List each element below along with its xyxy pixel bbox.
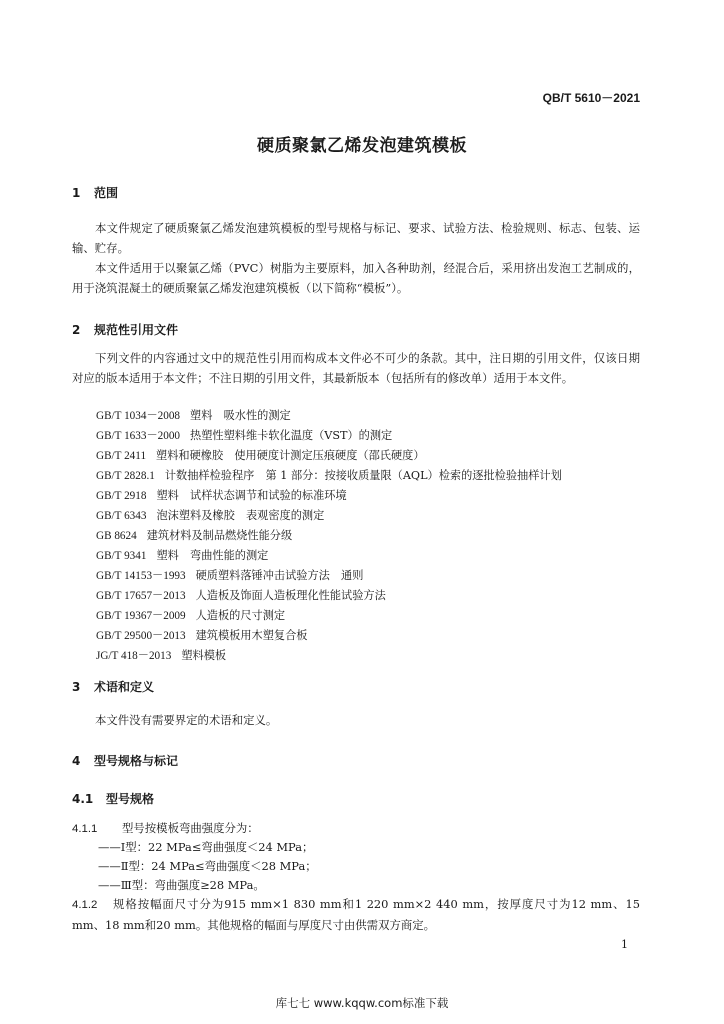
reference-code: GB/T 1633－2000 — [96, 430, 181, 442]
reference-title: 热塑性塑料维卡软化温度（VST）的测定 — [190, 429, 393, 442]
reference-item — [96, 506, 562, 526]
section-number: 1 — [72, 186, 81, 200]
reference-code: GB/T 17657－2013 — [96, 590, 186, 602]
reference-title: 硬质塑料落锤冲击试验方法 通则 — [195, 569, 364, 582]
section-title: 型号规格与标记 — [94, 754, 179, 768]
standard-code: QB/T 5610－2021 — [542, 91, 640, 105]
reference-code: GB/T 2411 — [96, 450, 147, 462]
reference-code: JG/T 418－2013 — [96, 650, 172, 662]
document-title: 硬质聚氯乙烯发泡建筑模板 — [257, 136, 467, 156]
reference-item — [96, 646, 562, 666]
reference-code: GB/T 9341 — [96, 550, 147, 562]
type-list-item: ——Ⅱ型：24 MPa≤弯曲强度＜28 MPa； — [98, 859, 317, 873]
reference-list — [96, 406, 562, 666]
reference-code: GB/T 14153－1993 — [96, 570, 186, 582]
scope-paragraph-1: 本文件规定了硬质聚氯乙烯发泡建筑模板的型号规格与标记、要求、试验方法、检验规则、标志、包装、运输、贮存。 — [72, 221, 640, 255]
reference-code: GB/T 19367－2009 — [96, 610, 186, 622]
clause-4-1-2 — [72, 894, 640, 935]
clause-4-1-1 — [72, 818, 259, 839]
reference-item — [96, 586, 562, 606]
reference-title: 泡沫塑料及橡胶 表观密度的测定 — [156, 509, 325, 522]
section-4-heading — [72, 752, 178, 769]
section-number: 2 — [72, 323, 81, 337]
reference-item — [96, 446, 562, 466]
reference-code: GB/T 2828.1 — [96, 470, 155, 482]
clause-number: 4.1.2 — [72, 899, 98, 911]
clause-number: 4.1.1 — [72, 823, 98, 835]
section-number: 4 — [72, 754, 81, 768]
terms-paragraph: 本文件没有需要界定的术语和定义。 — [95, 713, 278, 727]
section-title: 型号规格 — [106, 792, 155, 806]
section-1-heading — [72, 184, 118, 201]
section-title: 规范性引用文件 — [94, 323, 179, 337]
reference-item — [96, 406, 562, 426]
reference-title: 建筑材料及制品燃烧性能分级 — [146, 529, 293, 542]
section-number: 3 — [72, 680, 81, 694]
reference-title: 塑料和硬橡胶 使用硬度计测定压痕硬度（邵氏硬度） — [156, 449, 425, 462]
reference-title: 人造板的尺寸测定 — [195, 609, 286, 622]
reference-title: 计数抽样检验程序 第 1 部分：按接收质量限（AQL）检索的逐批检验抽样计划 — [164, 469, 562, 482]
section-2-heading — [72, 321, 178, 338]
type-list-item: ——Ⅲ型：弯曲强度≥28 MPa。 — [98, 878, 265, 892]
reference-item — [96, 546, 562, 566]
reference-title: 塑料 弯曲性能的测定 — [156, 549, 269, 562]
type-list-item: ——Ⅰ型：22 MPa≤弯曲强度＜24 MPa； — [98, 840, 314, 854]
reference-item — [96, 526, 562, 546]
reference-code: GB/T 6343 — [96, 510, 147, 522]
section-title: 术语和定义 — [94, 680, 155, 694]
reference-title: 塑料 试样状态调节和试验的标准环境 — [156, 489, 347, 502]
reference-item — [96, 486, 562, 506]
reference-title: 塑料 吸水性的测定 — [190, 409, 291, 422]
reference-item — [96, 426, 562, 446]
reference-code: GB/T 1034－2008 — [96, 410, 181, 422]
reference-item — [96, 626, 562, 646]
reference-title: 人造板及饰面人造板理化性能试验方法 — [195, 589, 386, 602]
reference-item — [96, 466, 562, 486]
reference-code: GB/T 2918 — [96, 490, 147, 502]
scope-paragraph-2: 本文件适用于以聚氯乙烯（PVC）树脂为主要原料，加入各种助剂，经混合后，采用挤出发泡工艺制成的，用于浇筑混凝土的硬质聚氯乙烯发泡建筑模板（以下简称“模板”）。 — [72, 261, 640, 295]
section-3-heading — [72, 678, 154, 695]
clause-text: 型号按模板弯曲强度分为： — [122, 821, 259, 835]
type-list — [98, 838, 317, 895]
section-number: 4.1 — [72, 792, 94, 806]
footer-watermark: 库七七 www.kqqw.com标准下载 — [275, 996, 449, 1010]
normative-intro: 下列文件的内容通过文中的规范性引用而构成本文件必不可少的条款。其中，注日期的引用文件，仅该日期对应的版本适用于本文件；不注日期的引用文件，其最新版本（包括所有的修改单）适用于本文件。 — [72, 351, 640, 385]
reference-code: GB 8624 — [96, 530, 137, 542]
reference-code: GB/T 29500－2013 — [96, 630, 186, 642]
subsection-4-1-heading — [72, 790, 154, 807]
reference-title: 塑料模板 — [181, 649, 227, 662]
clause-text: 规格按幅面尺寸分为915 mm×1 830 mm和1 220 mm×2 440 mm，按厚度尺寸为12 mm、15 mm、18 mm和20 mm。其他规格的幅面与厚度尺寸由供需双方商定。 — [72, 897, 640, 932]
reference-item — [96, 566, 562, 586]
reference-title: 建筑模板用木塑复合板 — [195, 629, 308, 642]
section-title: 范围 — [94, 186, 119, 200]
reference-item — [96, 606, 562, 626]
page-number: 1 — [621, 938, 628, 951]
